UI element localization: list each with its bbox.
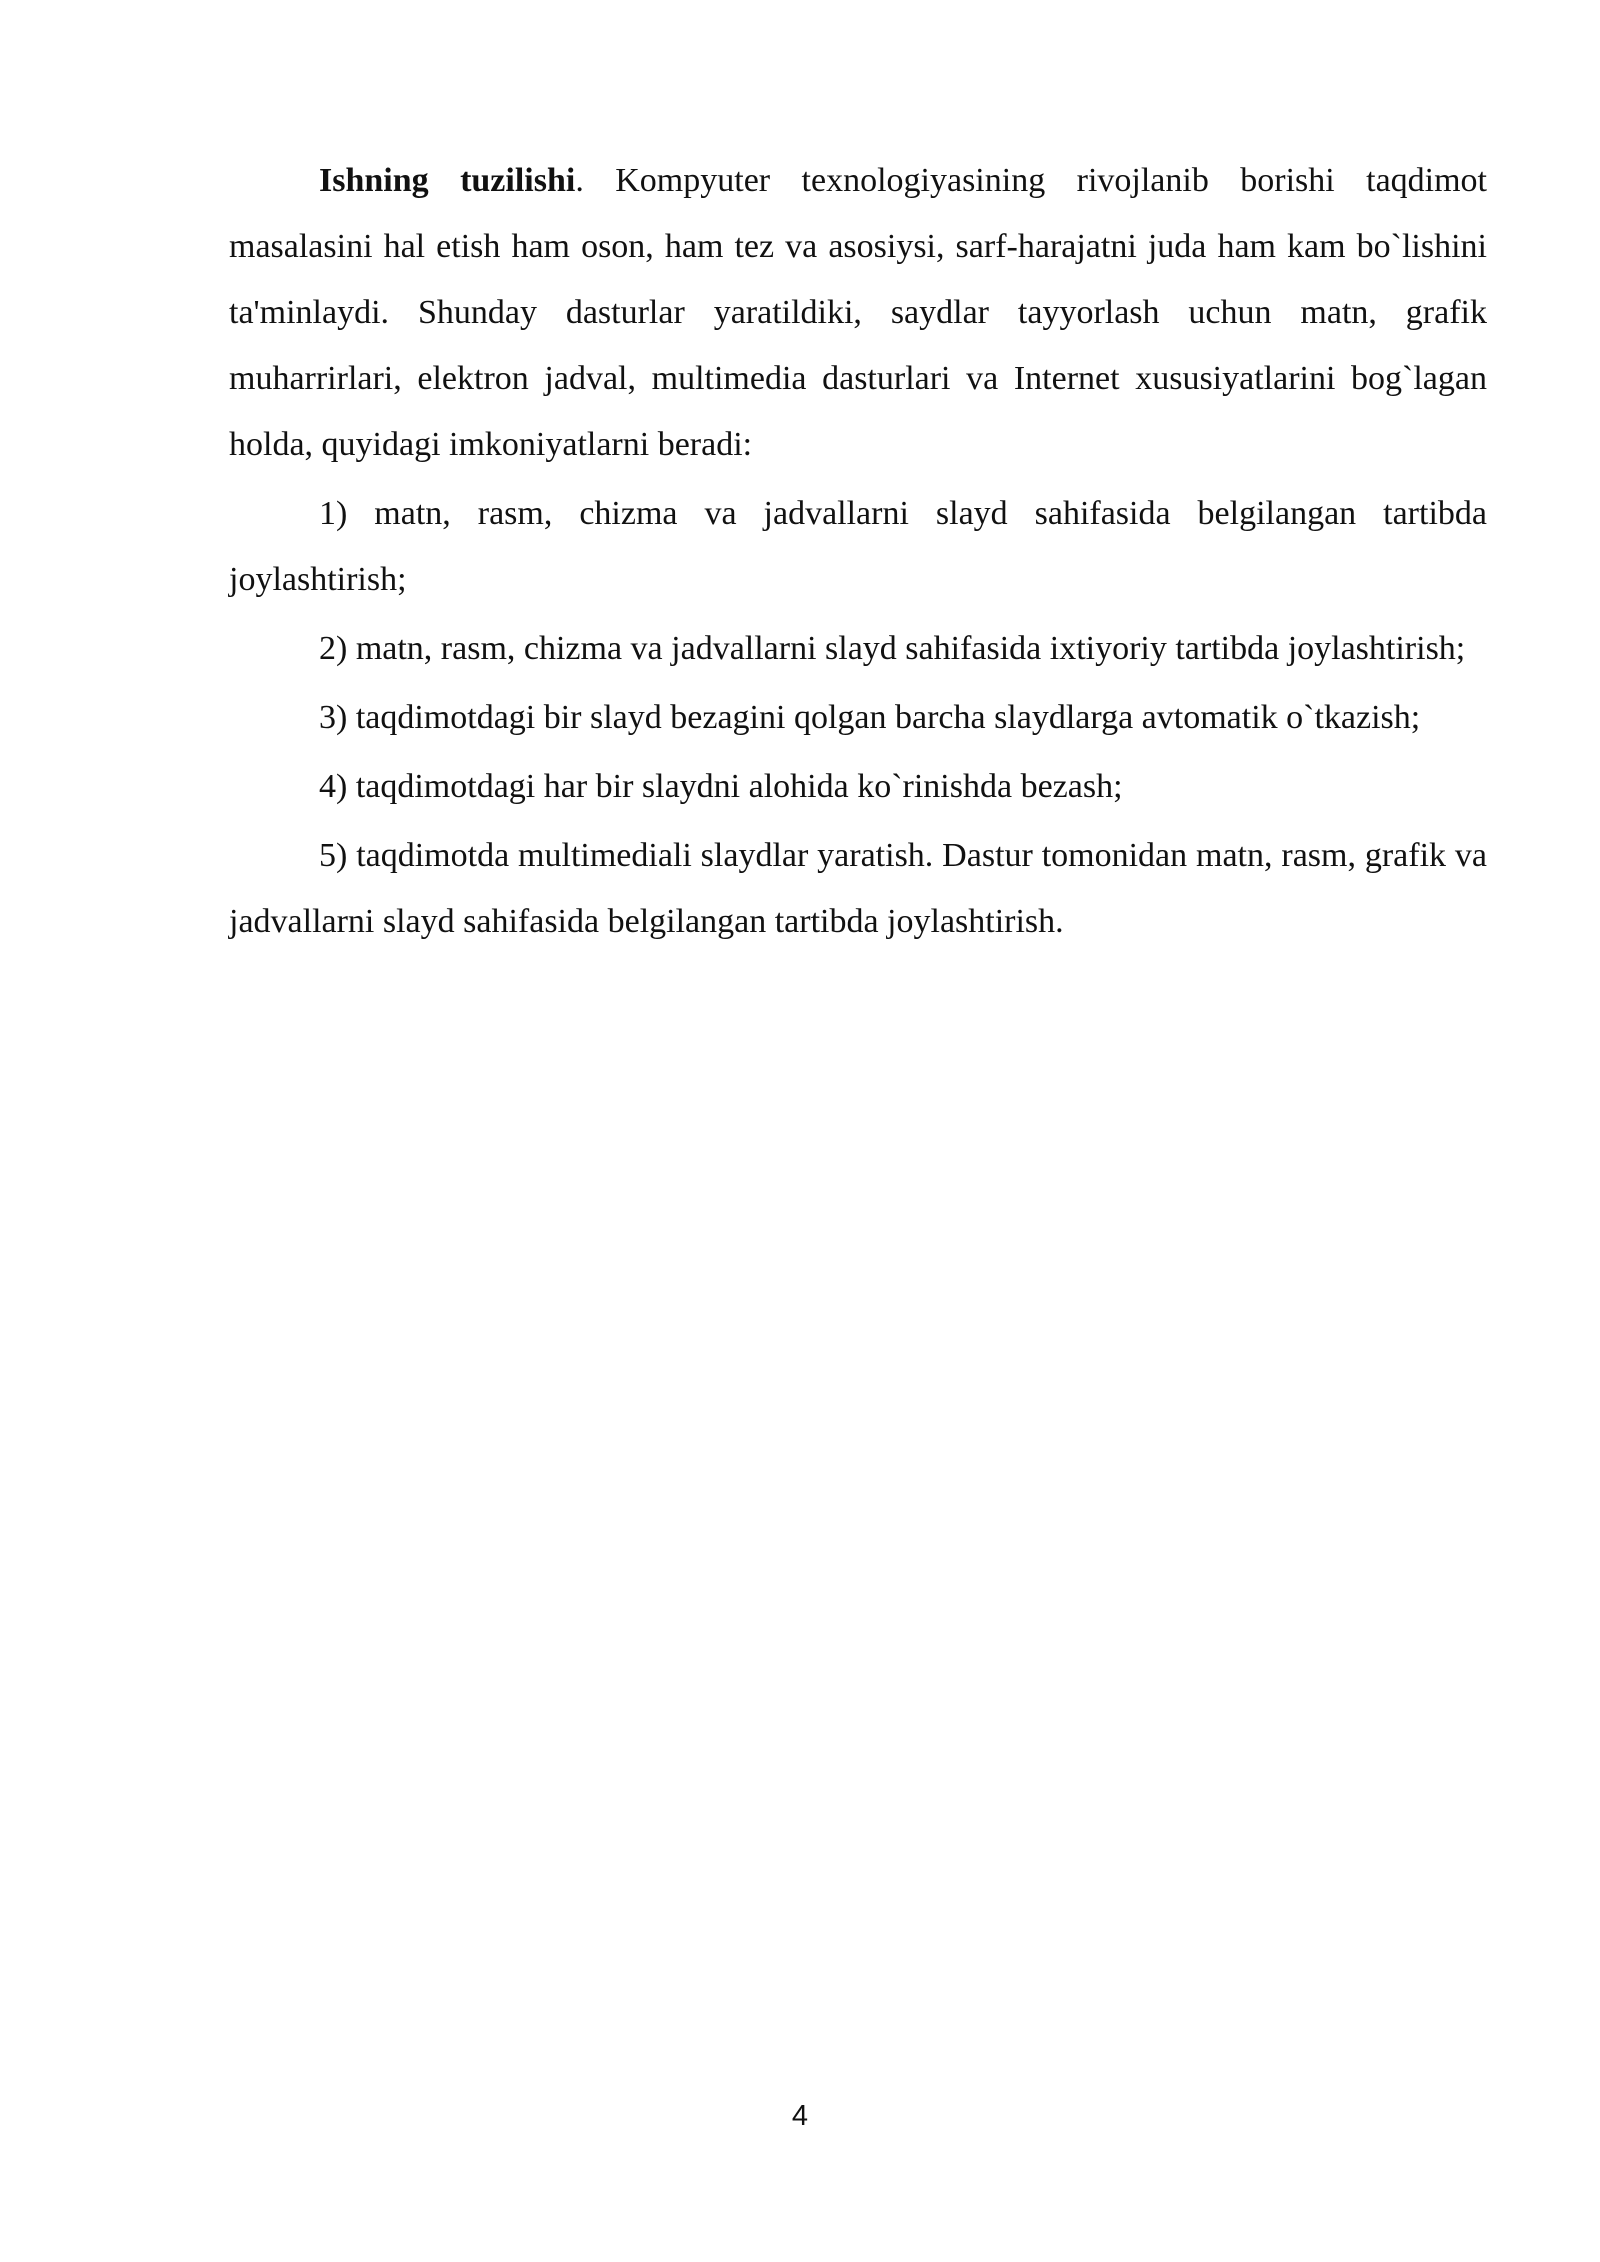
- heading-punctuation: .: [575, 162, 584, 199]
- list-item-4: 4) taqdimotdagi har bir slaydni alohida ko`rinishda bezash;: [319, 768, 1123, 805]
- list-item-1: 1) matn, rasm, chizma va jadvallarni slayd sahifasida belgilangan tartibda joylashtirish;: [229, 495, 1487, 598]
- page-number: 4: [791, 2100, 809, 2132]
- intro-text: Kompyuter texnologiyasining rivojlanib borishi taqdimot masalasini hal etish ham oson, ham tez va asosiysi, sarf-harajatni juda ham kam bo`lishini ta'minlaydi. Shunday dasturlar yaratildiki, saydlar tayyorlash uchun matn, grafik muharrirlari, elektron jadval, multimedia dasturlari va Internet xususiyatlarini bog`lagan holda, quyidagi imkoniyatlarni beradi:: [229, 162, 1488, 463]
- body-text: [229, 148, 1487, 958]
- list-item-5: 5) taqdimotda multimediali slaydlar yaratish. Dastur tomonidan matn, rasm, grafik va jadvallarni slayd sahifasida belgilangan tartibda joylashtirish.: [229, 837, 1487, 940]
- list-item-3: 3) taqdimotdagi bir slayd bezagini qolgan barcha slaydlarga avtomatik o`tkazish;: [319, 699, 1421, 736]
- section-heading: Ishning tuzilishi: [319, 162, 576, 199]
- intro-paragraph: [229, 148, 1487, 478]
- list-item-2: 2) matn, rasm, chizma va jadvallarni slayd sahifasida ixtiyoriy tartibda joylashtirish;: [319, 630, 1466, 667]
